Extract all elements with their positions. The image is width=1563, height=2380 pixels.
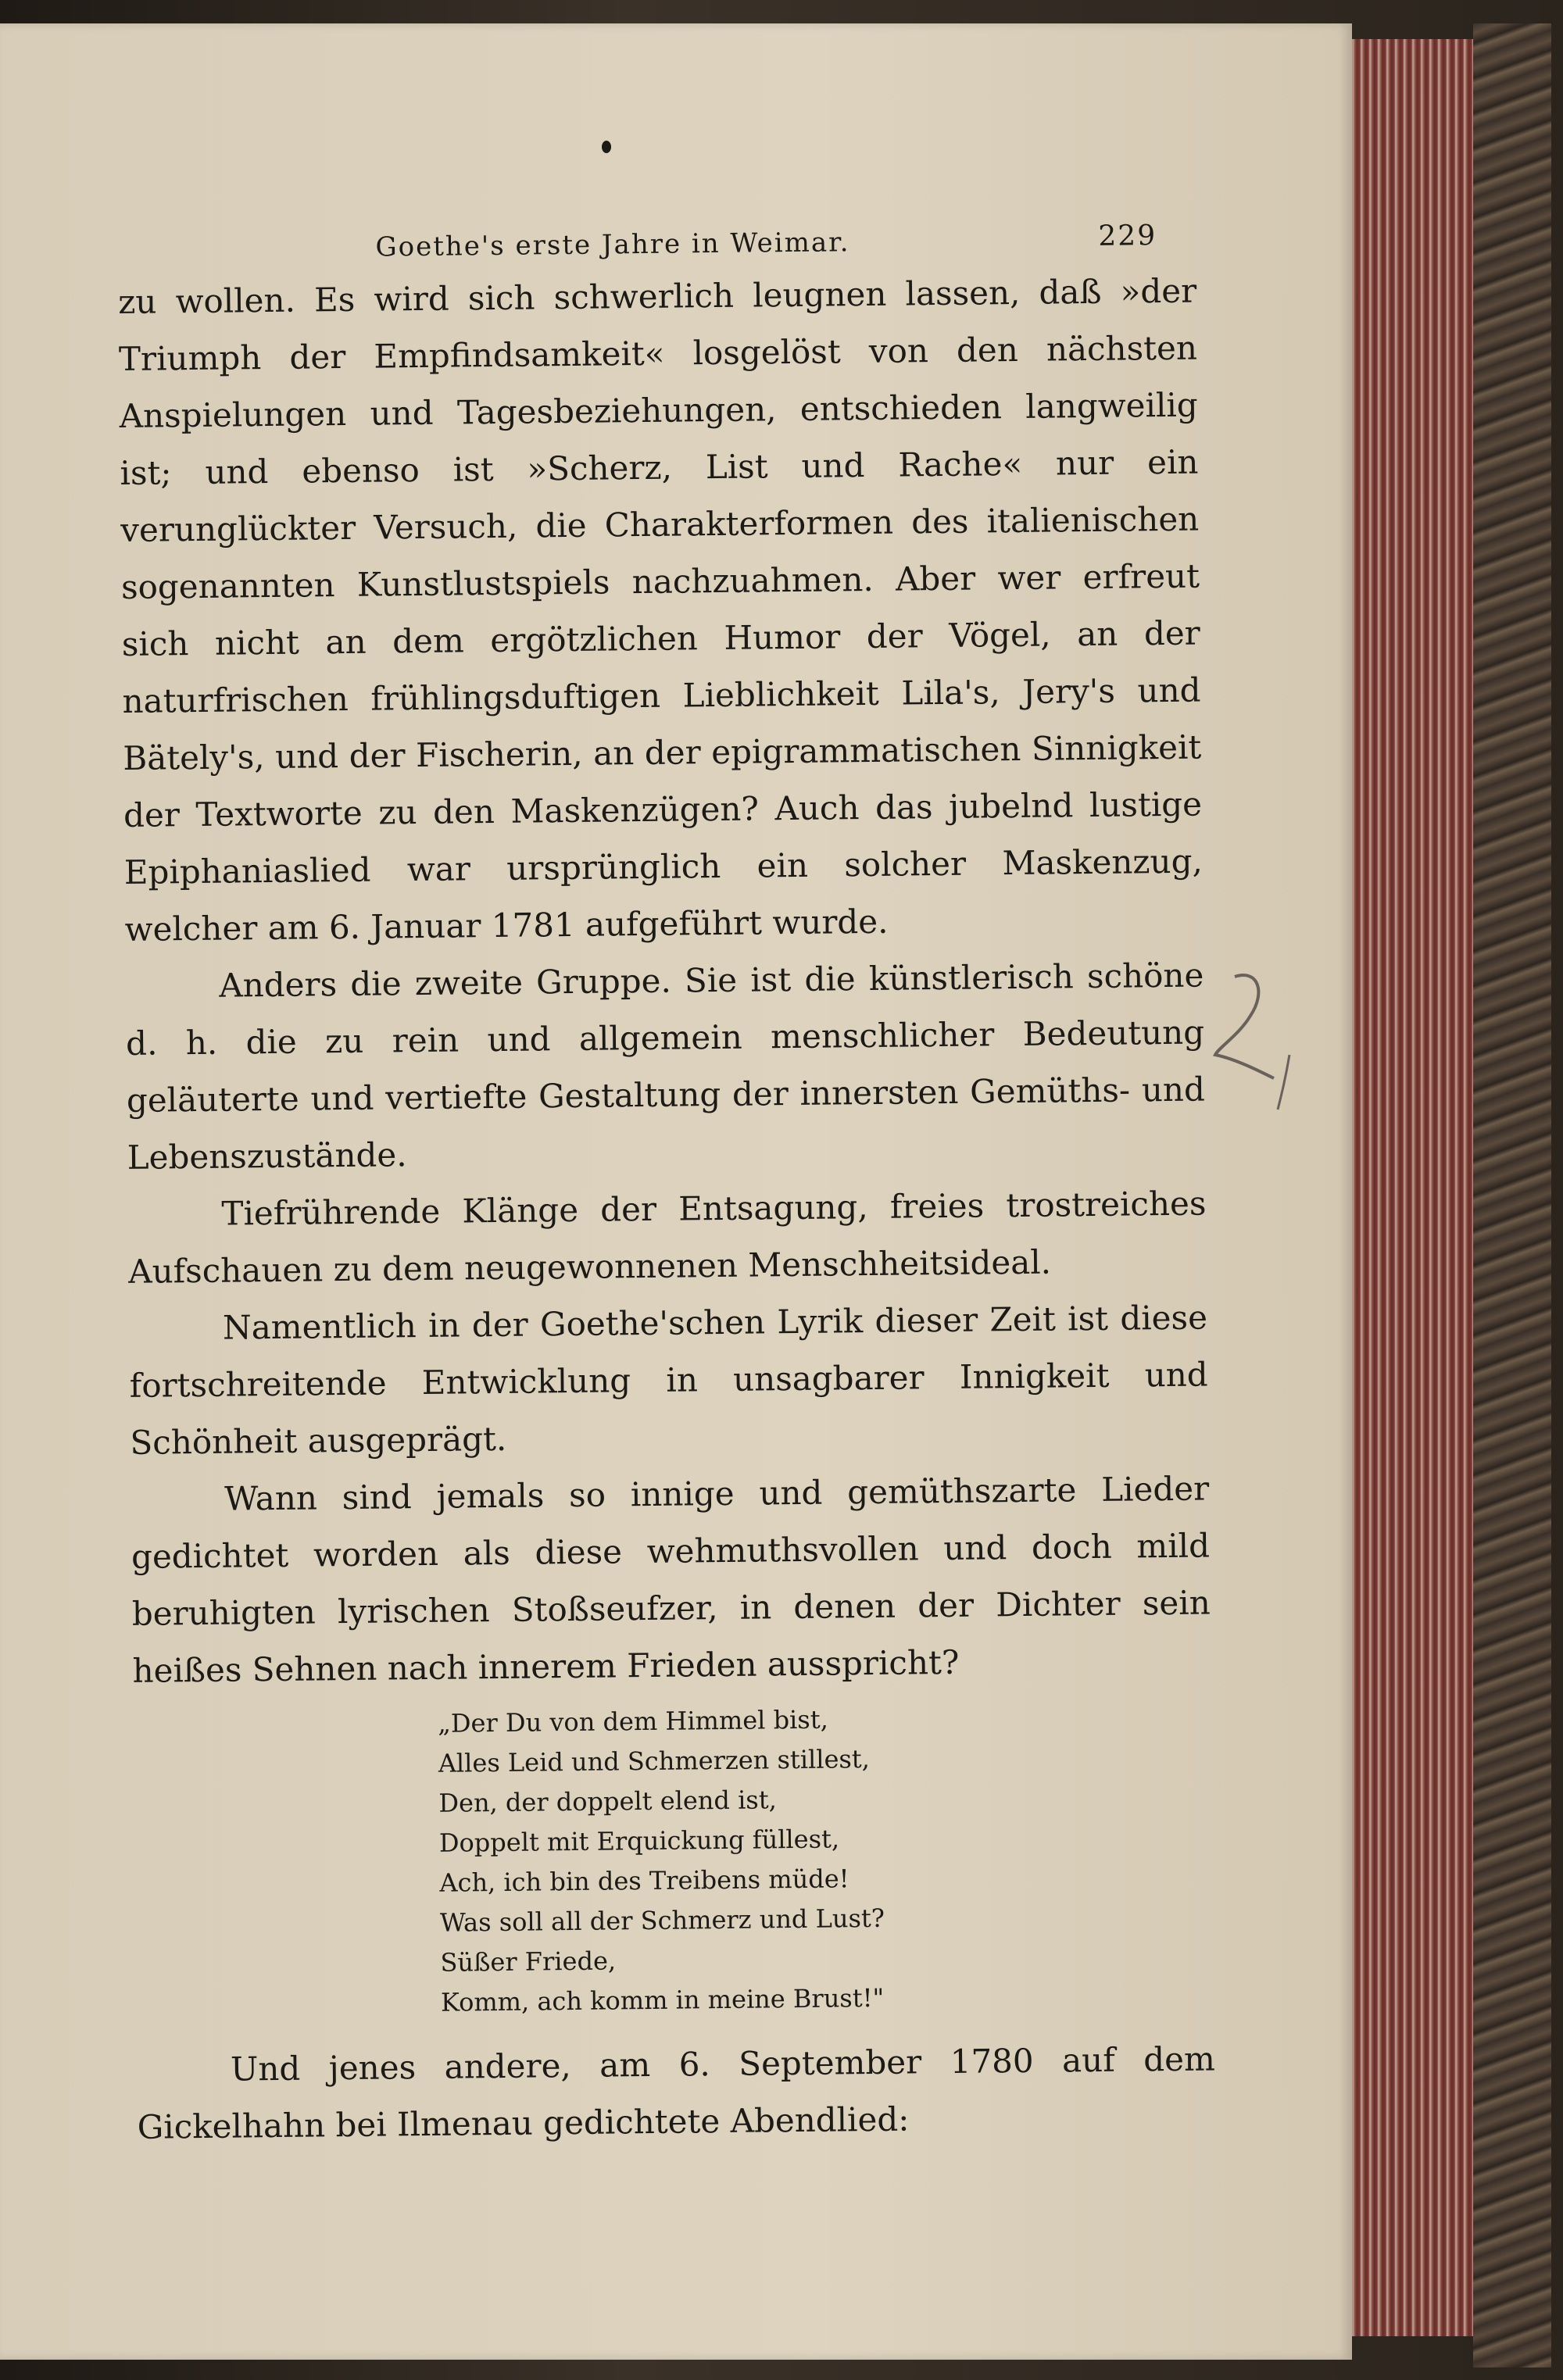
body-text-closing — [137, 2030, 1216, 2155]
running-title: Goethe's erste Jahre in Weimar. — [375, 227, 850, 263]
poem-line: Alles Leid und Schmerzen stillest, — [438, 1744, 871, 1778]
paragraph: Anders die zweite Gruppe. Sie ist die künstlerisch schöne d. h. die zu rein und allgemein menschlicher Bedeutung geläuterte und vertiefte Gestaltung der innersten Gemüths- und Lebenszustände. — [125, 956, 1206, 1177]
poem-line: Was soll all der Schmerz und Lust? — [439, 1903, 885, 1938]
body-text — [118, 263, 1211, 1699]
book-page — [0, 23, 1352, 2360]
paragraph: Tiefrührende Klänge der Entsagung, freies trostreiches Aufschauen zu dem neugewonnenen Menschheitsideal. — [127, 1184, 1207, 1291]
ink-dot — [602, 141, 611, 153]
paragraph: Namentlich in der Goethe'schen Lyrik dieser Zeit ist diese fortschreitende Entwicklung in unsagbarer Innigkeit und Schönheit ausgeprägt. — [129, 1298, 1208, 1462]
pencil-mark-icon — [1204, 961, 1297, 1117]
poem-line: Komm, ach komm in meine Brust!" — [440, 1982, 885, 2017]
paragraph: Und jenes andere, am 6. September 1780 auf dem Gickelhahn bei Ilmenau gedichtete Abendlied: — [137, 2039, 1216, 2146]
page-content — [117, 200, 1216, 2156]
paragraph: zu wollen. Es wird sich schwerlich leugnen lassen, daß »der Triumph der Empfindsamkeit« losgelöst von den nächsten Anspielungen und Tagesbeziehungen, entschieden langweilig ist; und ebenso ist »Scherz, List und Rache« nur ein verunglückter Versuch, die Charakterformen des italienischen sogenannten Kunstlustspiels nachzuahmen. Aber wer erfreut sich nicht an dem ergötzlichen Humor der Vögel, an der naturfrischen frühlingsduftigen Lieblichkeit Lila's, Jery's und Bätely's, und der Fischerin, an der epigrammatischen Sinnigkeit der Textworte zu den Maskenzügen? Auch das jubelnd lustige Epiphaniaslied war ursprünglich ein solcher Maskenzug, welcher am 6. Januar 1781 aufgeführt wurde. — [117, 271, 1204, 949]
poem-line: „Der Du von dem Himmel bist, — [438, 1704, 828, 1739]
poem-line: Süßer Friede, — [440, 1946, 617, 1978]
paragraph: Wann sind jemals so innige und gemüthszarte Lieder gedichtet worden als diese wehmuthsvollen und doch mild beruhigten lyrischen Stoßseufzer, in denen der Dichter sein heißes Sehnen nach innerem Frieden ausspricht? — [131, 1469, 1211, 1690]
poem-line: Den, der doppelt elend ist, — [438, 1785, 777, 1818]
poem-line: Ach, ich bin des Treibens müde! — [439, 1864, 849, 1898]
page-edges — [1340, 39, 1473, 2336]
poem — [438, 1696, 1214, 2022]
poem-line: Doppelt mit Erquickung füllest, — [438, 1824, 840, 1858]
marbled-board — [1473, 23, 1551, 2367]
page-header — [117, 200, 1196, 273]
page-number: 229 — [1098, 220, 1157, 252]
